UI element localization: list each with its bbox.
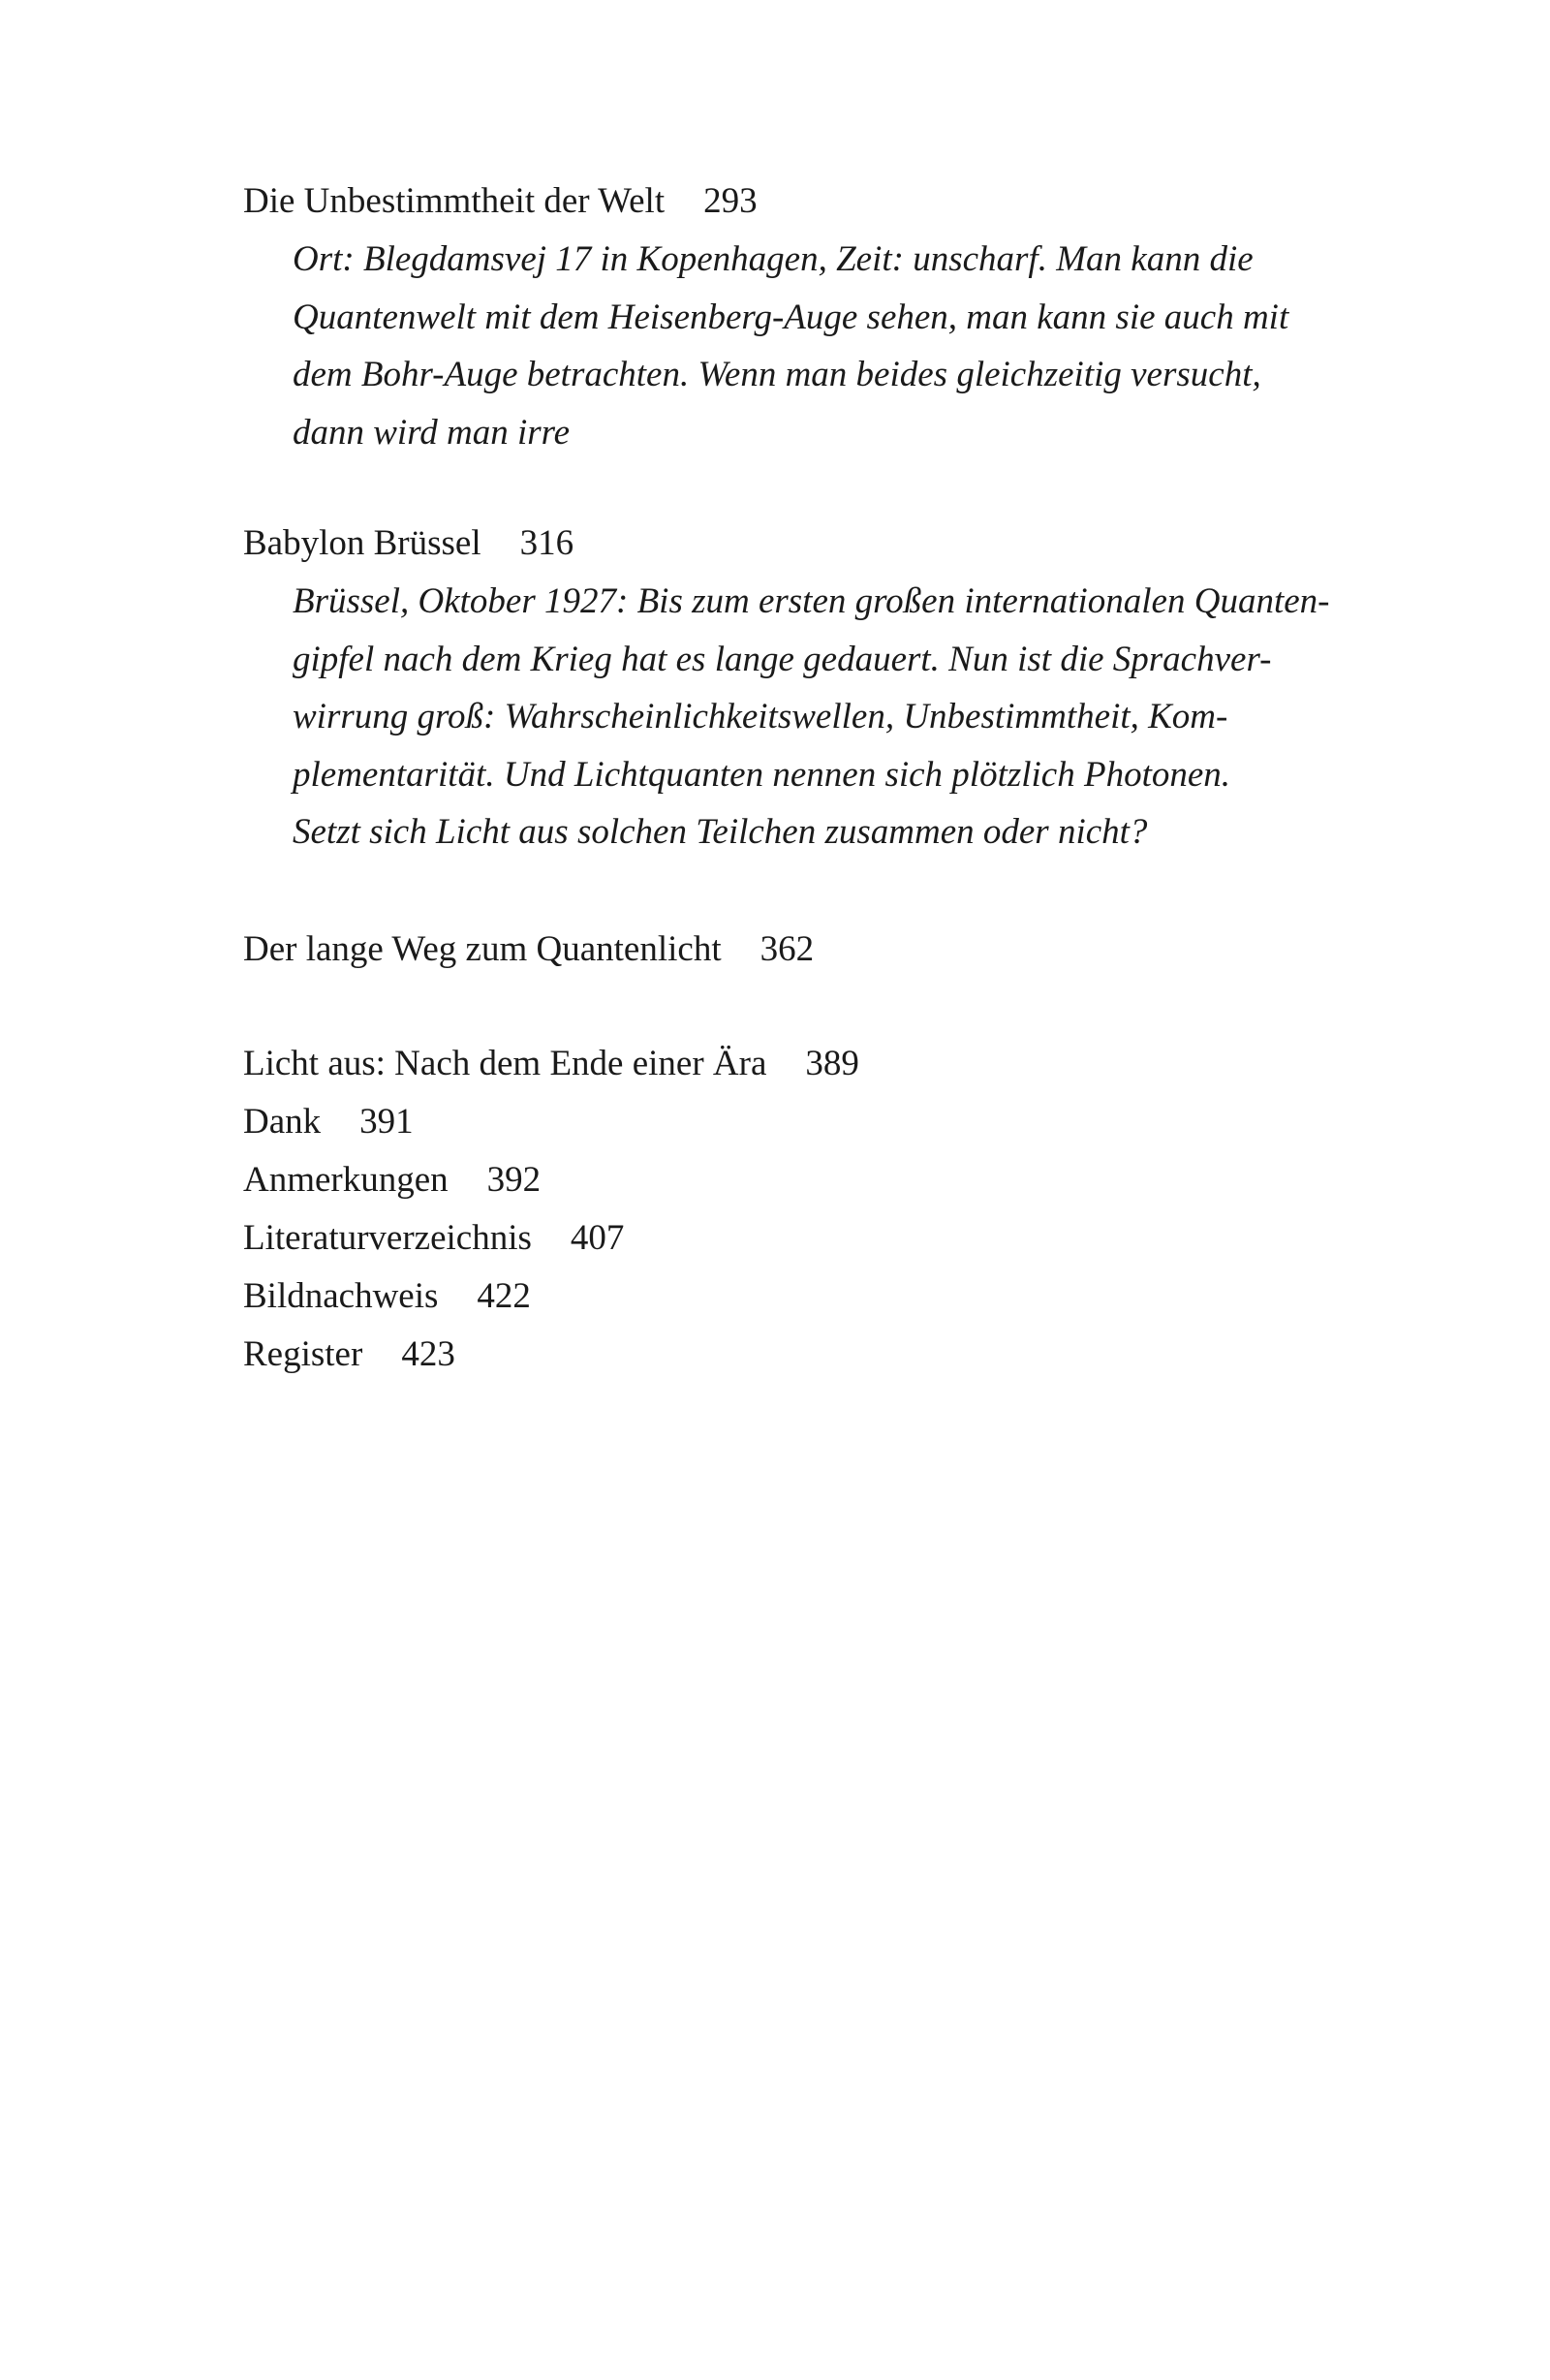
toc-entry-description <box>293 573 1436 861</box>
back-matter-title: Anmerkungen <box>243 1160 449 1200</box>
description-line: dem Bohr-Auge betrachten. Wenn man beides gleichzeitig versucht, <box>293 355 1261 394</box>
back-matter-page: 422 <box>477 1276 531 1316</box>
toc-entry <box>243 172 1406 461</box>
description-line: Brüssel, Oktober 1927: Bis zum ersten großen internationalen Quanten- <box>293 581 1330 621</box>
back-matter-list <box>243 1035 859 1384</box>
back-matter-title: Literaturverzeichnis <box>243 1218 532 1258</box>
back-matter-page: 392 <box>486 1160 542 1200</box>
back-matter-page: 407 <box>570 1218 625 1258</box>
back-matter-item <box>243 1326 859 1384</box>
back-matter-item <box>243 1035 859 1093</box>
toc-entry-page: 293 <box>703 181 758 221</box>
back-matter-item <box>243 1093 859 1151</box>
back-matter-title: Dank <box>243 1102 322 1142</box>
back-matter-item <box>243 1209 859 1268</box>
toc-entry-page: 362 <box>760 929 815 969</box>
description-line: plementarität. Und Lichtquanten nennen sich plötzlich Photonen. <box>293 754 1231 795</box>
back-matter-page: 391 <box>359 1102 414 1142</box>
back-matter-item <box>243 1151 859 1209</box>
toc-entry <box>243 515 1406 861</box>
toc-entry-heading <box>243 172 1406 231</box>
description-line: dann wird man irre <box>293 412 571 453</box>
description-line: Quantenwelt mit dem Heisenberg-Auge sehen, man kann sie auch mit <box>293 297 1289 337</box>
toc-entry-page: 316 <box>519 523 574 563</box>
back-matter-title: Register <box>243 1334 363 1374</box>
back-matter-page: 423 <box>401 1334 455 1374</box>
toc-entry-title: Der lange Weg zum Quantenlicht <box>243 929 722 969</box>
description-line: Setzt sich Licht aus solchen Teilchen zusammen oder nicht? <box>293 812 1148 852</box>
toc-entry-title: Babylon Brüssel <box>243 523 481 563</box>
description-line: wirrung groß: Wahrscheinlichkeitswellen, Unbestimmtheit, Kom- <box>293 697 1228 736</box>
toc-entry <box>243 921 1406 979</box>
back-matter-item <box>243 1268 859 1326</box>
toc-entry-title: Die Unbestimmtheit der Welt <box>243 181 666 221</box>
back-matter-page: 389 <box>805 1044 859 1083</box>
back-matter-title: Bildnachweis <box>243 1276 439 1316</box>
toc-entry-heading <box>243 515 1406 573</box>
toc-entry-description <box>293 231 1436 461</box>
back-matter-title: Licht aus: Nach dem Ende einer Ära <box>243 1044 767 1083</box>
description-line: gipfel nach dem Krieg hat es lange gedauert. Nun ist die Sprachver- <box>293 639 1272 679</box>
description-line: Ort: Blegdamsvej 17 in Kopenhagen, Zeit: unscharf. Man kann die <box>293 239 1254 279</box>
toc-entry-heading <box>243 921 1406 979</box>
